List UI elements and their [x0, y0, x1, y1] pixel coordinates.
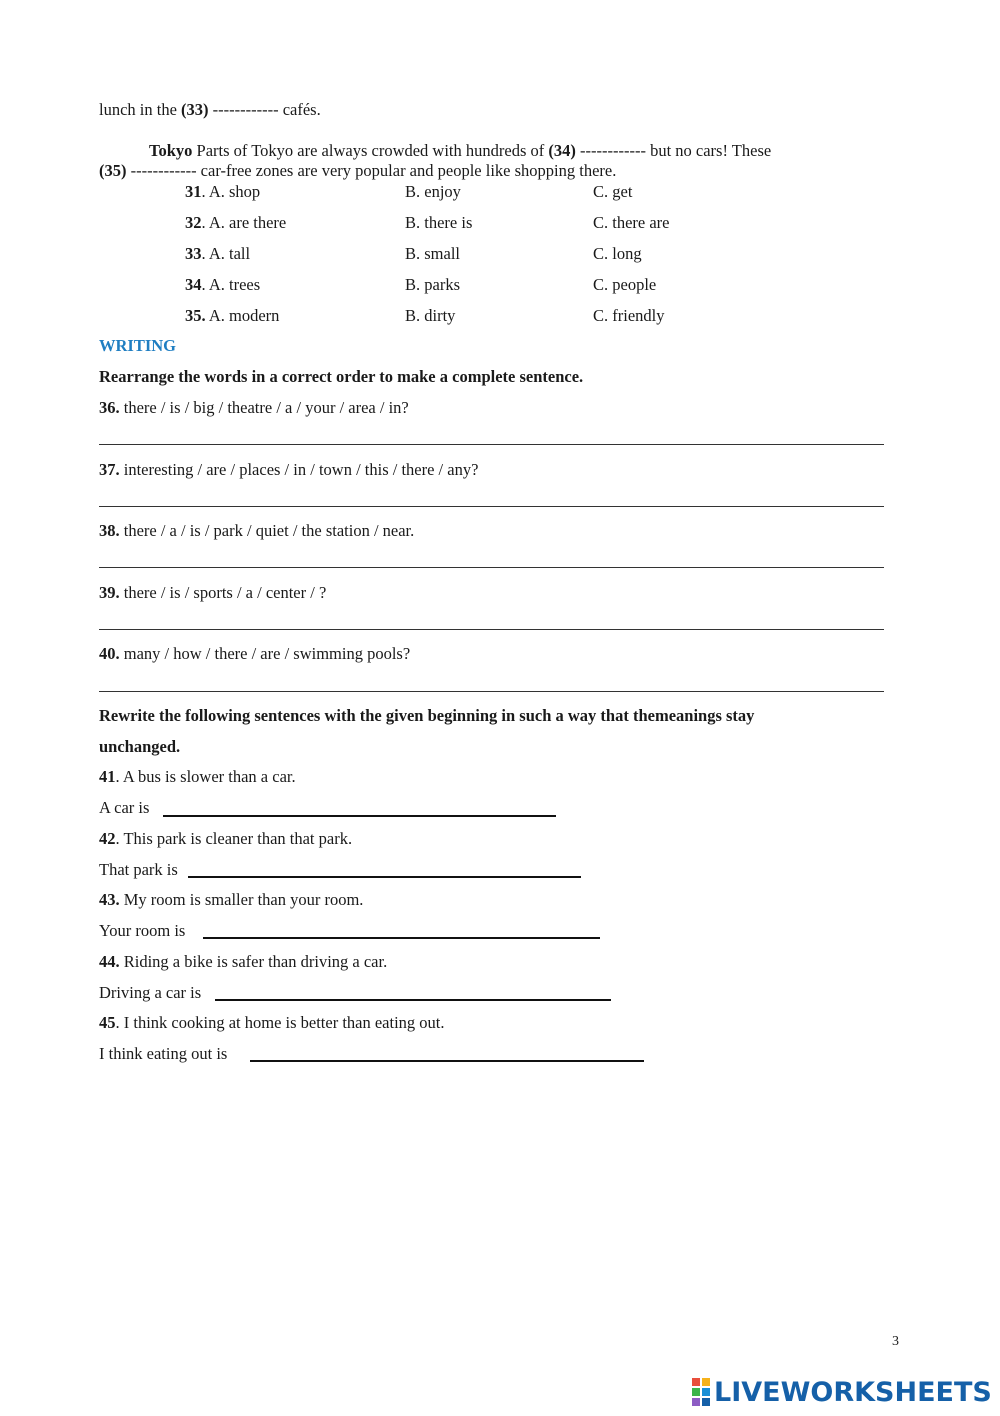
choice-35-c: C. friendly [593, 306, 665, 325]
section-title-writing: WRITING [99, 336, 177, 355]
choice-32: 32. A. are there [185, 213, 287, 232]
answer-blank-44[interactable] [215, 999, 611, 1001]
choice-35-b: B. dirty [405, 306, 456, 325]
answer-blank-45[interactable] [250, 1060, 644, 1062]
start-45: I think eating out is [99, 1044, 228, 1063]
choice-33-c: C. long [593, 244, 642, 263]
start-43: Your room is [99, 921, 186, 940]
question-37: 37. interesting / are / places / in / town / this / there / any? [99, 460, 479, 479]
question-45: 45. I think cooking at home is better than eating out. [99, 1013, 445, 1032]
question-36: 36. there / is / big / theatre / a / your / area / in? [99, 398, 409, 417]
question-43: 43. My room is smaller than your room. [99, 890, 364, 909]
answer-line-36[interactable] [99, 444, 884, 445]
start-42: That park is [99, 860, 178, 879]
answer-line-39[interactable] [99, 629, 884, 630]
logo-text: LIVEWORKSHEETS [714, 1376, 992, 1408]
start-41: A car is [99, 798, 150, 817]
start-44: Driving a car is [99, 983, 202, 1002]
answer-blank-43[interactable] [203, 937, 600, 939]
passage-tokyo-line2: (35) ------------ car-free zones are very popular and people like shopping there. [99, 161, 617, 180]
question-41: 41. A bus is slower than a car. [99, 767, 296, 786]
question-44: 44. Riding a bike is safer than driving a car. [99, 952, 388, 971]
answer-line-37[interactable] [99, 506, 884, 507]
answer-line-38[interactable] [99, 567, 884, 568]
choice-34-c: C. people [593, 275, 657, 294]
choice-34-b: B. parks [405, 275, 460, 294]
instruction-rewrite-line2: unchanged. [99, 737, 181, 756]
choice-31-c: C. get [593, 182, 633, 201]
choice-32-c: C. there are [593, 213, 670, 232]
logo-blocks-icon [692, 1378, 710, 1406]
liveworksheets-logo[interactable] [692, 1376, 992, 1408]
choice-33-b: B. small [405, 244, 461, 263]
choice-31: 31. A. shop [185, 182, 261, 201]
question-40: 40. many / how / there / are / swimming pools? [99, 644, 411, 663]
choice-32-b: B. there is [405, 213, 473, 232]
question-39: 39. there / is / sports / a / center / ? [99, 583, 327, 602]
choice-33: 33. A. tall [185, 244, 251, 263]
answer-line-40[interactable] [99, 691, 884, 692]
tokyo-heading: Tokyo [149, 141, 193, 160]
question-42: 42. This park is cleaner than that park. [99, 829, 353, 848]
page-number: 3 [892, 1334, 899, 1349]
choice-31-b: B. enjoy [405, 182, 461, 201]
question-38: 38. there / a / is / park / quiet / the station / near. [99, 521, 415, 540]
passage-line-33: lunch in the (33) ------------ cafés. [99, 100, 321, 119]
passage-tokyo-line1: Tokyo Parts of Tokyo are always crowded with hundreds of (34) ------------ but no cars! These [149, 141, 772, 160]
instruction-rearrange: Rearrange the words in a correct order to make a complete sentence. [99, 367, 584, 386]
answer-blank-41[interactable] [163, 815, 556, 817]
choice-35: 35. A. modern [185, 306, 280, 325]
choice-34: 34. A. trees [185, 275, 261, 294]
answer-blank-42[interactable] [188, 876, 581, 878]
instruction-rewrite-line1: Rewrite the following sentences with the given beginning in such a way that themeanings stay [99, 706, 755, 725]
